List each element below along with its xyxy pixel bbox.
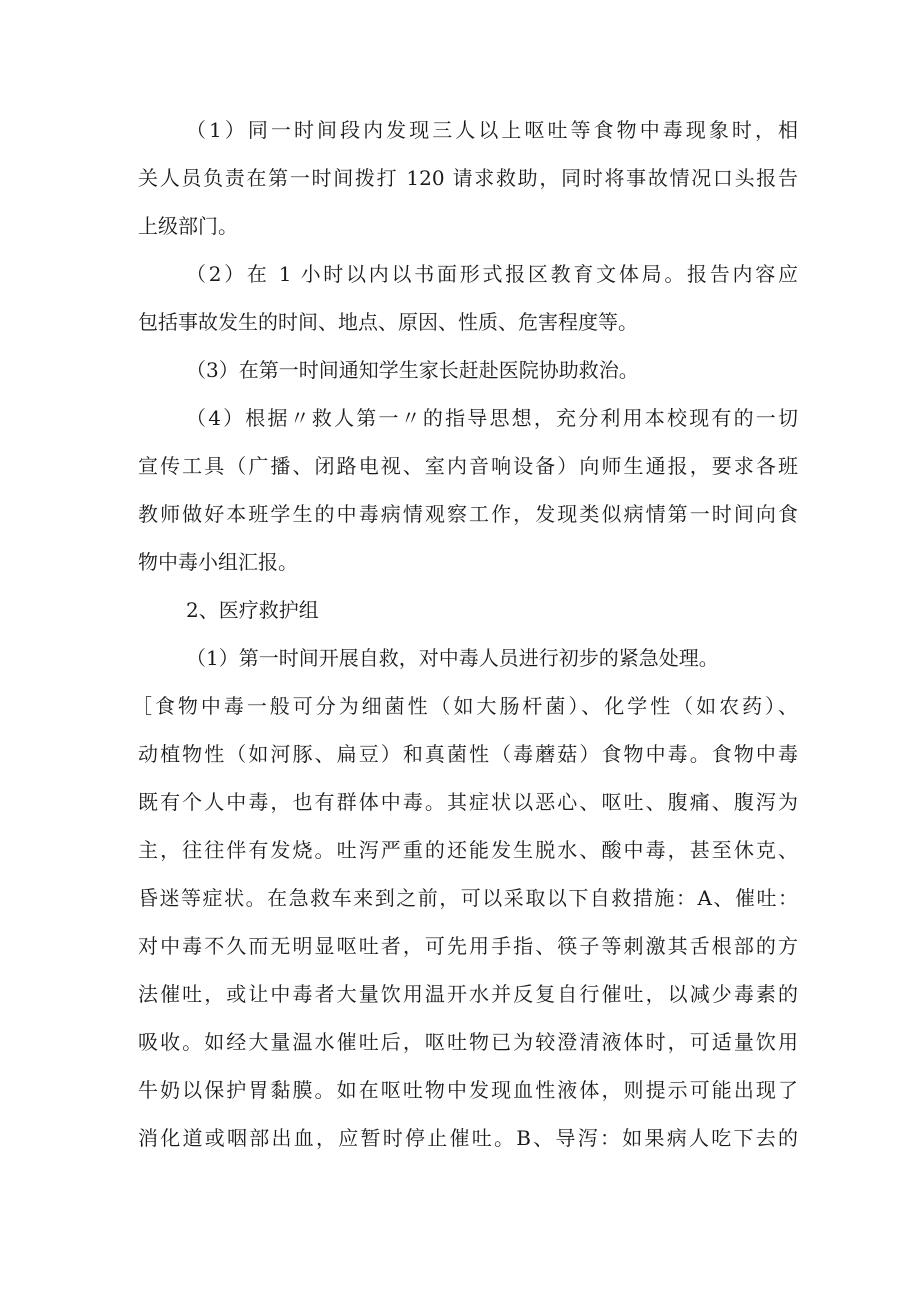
paragraph-line: 宣传工具（广播、闭路电视、室内音响设备）向师生通报，要求各班 <box>138 454 798 478</box>
paragraph-line: （1）第一时间开展自救，对中毒人员进行初步的紧急处理。 <box>186 646 719 670</box>
paragraph-line: 物中毒小组汇报。 <box>138 550 298 574</box>
paragraph-line: （4）根据〃救人第一〃的指导思想，充分利用本校现有的一切 <box>186 406 798 430</box>
paragraph-line: 消化道或咽部出血，应暂时停止催吐。B、导泻：如果病人吃下去的 <box>138 1126 798 1150</box>
paragraph-line: 动植物性（如河豚、扁豆）和真菌性（毒蘑菇）食物中毒。食物中毒 <box>138 742 798 766</box>
paragraph-line: 吸收。如经大量温水催吐后，呕吐物已为较澄清液体时，可适量饮用 <box>138 1030 798 1054</box>
paragraph-line: 教师做好本班学生的中毒病情观察工作，发现类似病情第一时间向食 <box>138 502 798 526</box>
paragraph-line: （1）同一时间段内发现三人以上呕吐等食物中毒现象时，相 <box>186 118 798 142</box>
paragraph-line: 既有个人中毒，也有群体中毒。其症状以恶心、呕吐、腹痛、腹泻为 <box>138 790 798 814</box>
paragraph-line: 关人员负责在第一时间拨打 120 请求救助，同时将事故情况口头报告 <box>138 166 798 190</box>
section-heading: 2、医疗救护组 <box>186 598 319 622</box>
paragraph-line: ［食物中毒一般可分为细菌性（如大肠杆菌）、化学性（如农药）、 <box>132 694 798 718</box>
paragraph-line: （2）在 1 小时以内以书面形式报区教育文体局。报告内容应 <box>186 262 798 286</box>
paragraph-line: 牛奶以保护胃黏膜。如在呕吐物中发现血性液体，则提示可能出现了 <box>138 1078 798 1102</box>
paragraph-line: 昏迷等症状。在急救车来到之前，可以采取以下自救措施：A、催吐： <box>138 886 798 910</box>
paragraph-line: 法催吐，或让中毒者大量饮用温开水并反复自行催吐，以减少毒素的 <box>138 982 798 1006</box>
paragraph-line: （3）在第一时间通知学生家长赶赴医院协助救治。 <box>186 358 639 382</box>
paragraph-line: 上级部门。 <box>138 214 238 238</box>
paragraph-line: 主，往往伴有发烧。吐泻严重的还能发生脱水、酸中毒，甚至休克、 <box>138 838 798 862</box>
paragraph-line: 包括事故发生的时间、地点、原因、性质、危害程度等。 <box>138 310 638 334</box>
paragraph-line: 对中毒不久而无明显呕吐者，可先用手指、筷子等刺激其舌根部的方 <box>138 934 798 958</box>
